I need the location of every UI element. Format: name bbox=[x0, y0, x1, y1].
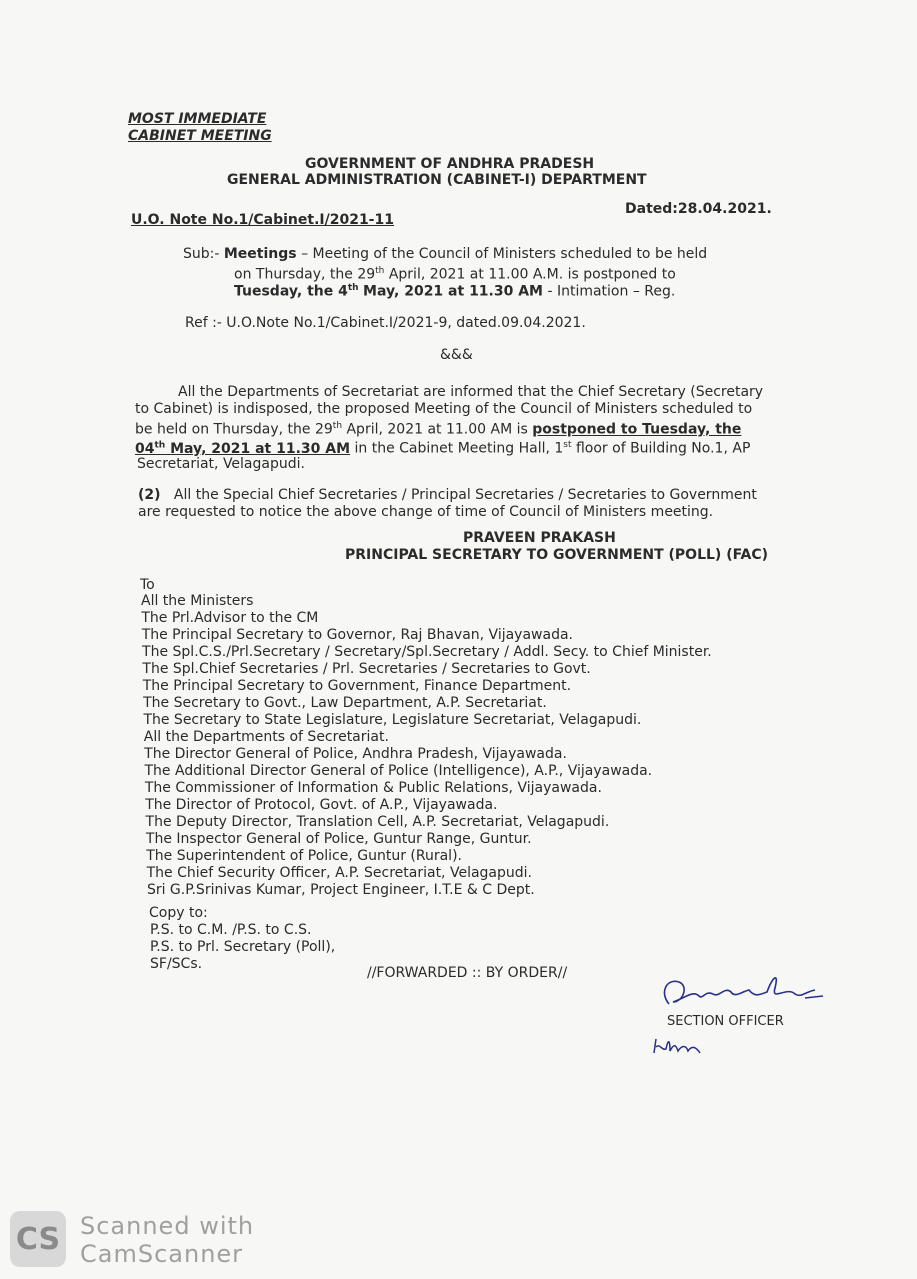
recipient-item: The Principal Secretary to Government, Finance Department. bbox=[142, 678, 572, 694]
copy-to-item: P.S. to C.M. /P.S. to C.S. bbox=[150, 922, 312, 938]
signatory-name: PRAVEEN PRAKASH bbox=[463, 530, 616, 546]
subject-line-1 bbox=[183, 246, 707, 263]
recipient-item: The Spl.C.S./Prl.Secretary / Secretary/Spl.Secretary / Addl. Secy. to Chief Minister. bbox=[142, 644, 712, 660]
superscript: th bbox=[154, 440, 166, 450]
copy-to-item: P.S. to Prl. Secretary (Poll), bbox=[150, 939, 336, 955]
recipient-item: The Director General of Police, Andhra Pradesh, Vijayawada. bbox=[144, 746, 567, 762]
subject-bold-3b: May, 2021 at 11.30 AM bbox=[363, 283, 543, 300]
recipient-item: The Additional Director General of Police (Intelligence), A.P., Vijayawada. bbox=[144, 763, 653, 779]
copy-to-list bbox=[150, 922, 335, 973]
recipient-item: The Superintendent of Police, Guntur (Rural). bbox=[146, 848, 462, 864]
subject-line-3 bbox=[234, 280, 675, 301]
separator: &&& bbox=[440, 347, 473, 363]
new-date-highlight bbox=[135, 441, 350, 457]
para1-bold-4b: May, 2021 at 11.30 AM bbox=[170, 440, 351, 457]
recipient-item: The Director of Protocol, Govt. of A.P., Vijayawada. bbox=[145, 797, 498, 813]
subject-lead: Meetings bbox=[223, 246, 297, 262]
para1-text-4a: in the Cabinet Meeting Hall, 1 bbox=[354, 440, 564, 457]
government-title: GOVERNMENT OF ANDHRA PRADESH bbox=[305, 156, 595, 172]
to-label: To bbox=[140, 577, 155, 593]
dated bbox=[625, 201, 772, 217]
recipient-item: The Deputy Director, Translation Cell, A.P. Secretariat, Velagapudi. bbox=[145, 814, 610, 830]
recipient-item: The Secretary to State Legislature, Legislature Secretariat, Velagapudi. bbox=[143, 712, 642, 728]
officer-signature bbox=[655, 968, 835, 1018]
forwarded-by-order: //FORWARDED :: BY ORDER// bbox=[367, 965, 568, 981]
para1-text-4b: floor of Building No.1, AP bbox=[575, 440, 751, 457]
recipient-item: The Commissioner of Information & Public Relations, Vijayawada. bbox=[144, 780, 602, 796]
initials-scribble bbox=[650, 1035, 710, 1059]
para1-text-3a: be held on Thursday, the 29 bbox=[135, 421, 333, 438]
recipient-item: Sri G.P.Srinivas Kumar, Project Engineer, I.T.E & C Dept. bbox=[146, 882, 535, 898]
subject-text-3: - Intimation – Reg. bbox=[547, 283, 676, 300]
para2-line-1 bbox=[138, 487, 757, 504]
para2-text-1: All the Special Chief Secretaries / Principal Secretaries / Secretaries to Government bbox=[173, 487, 757, 503]
para1-line-3 bbox=[135, 418, 741, 439]
para2-line-2: are requested to notice the above change of time of Council of Ministers meeting. bbox=[138, 504, 714, 520]
department-title: GENERAL ADMINISTRATION (CABINET-I) DEPARTMENT bbox=[227, 172, 647, 188]
uo-note-number: U.O. Note No.1/Cabinet.I/2021-11 bbox=[131, 212, 394, 228]
para1-line-1: All the Departments of Secretariat are informed that the Chief Secretary (Secretary bbox=[178, 384, 764, 400]
subject-text-2a: on Thursday, the 29 bbox=[234, 266, 376, 283]
recipient-item: The Secretary to Govt., Law Department, A.P. Secretariat. bbox=[143, 695, 547, 711]
para1-line-2: to Cabinet) is indisposed, the proposed Meeting of the Council of Ministers scheduled to bbox=[135, 401, 753, 417]
subject-text: – Meeting of the Council of Ministers scheduled to be held bbox=[301, 246, 708, 262]
signatory-title: PRINCIPAL SECRETARY TO GOVERNMENT (POLL) (FAC) bbox=[345, 547, 769, 563]
recipient-item: The Principal Secretary to Governor, Raj Bhavan, Vijayawada. bbox=[141, 627, 573, 643]
superscript: th bbox=[375, 266, 385, 276]
recipient-item: The Spl.Chief Secretaries / Prl. Secretaries / Secretaries to Govt. bbox=[142, 661, 591, 677]
superscript: th bbox=[347, 283, 359, 293]
recipient-list bbox=[141, 593, 712, 899]
para1-text-3b: April, 2021 at 11.00 AM is bbox=[346, 421, 528, 438]
copy-to-label: Copy to: bbox=[149, 905, 208, 921]
copy-to-item: SF/SCs. bbox=[150, 956, 203, 972]
section-officer-label: SECTION OFFICER bbox=[667, 1014, 784, 1029]
superscript: st bbox=[563, 440, 572, 450]
dated-text: Dated:28.04.2021. bbox=[625, 201, 772, 217]
para1-line-5: Secretariat, Velagapudi. bbox=[137, 456, 305, 472]
watermark-line-2: CamScanner bbox=[80, 1240, 244, 1268]
postponed-highlight: postponed to Tuesday, the bbox=[532, 421, 742, 438]
camscanner-logo: CS bbox=[10, 1211, 66, 1267]
recipient-item: All the Departments of Secretariat. bbox=[143, 729, 389, 745]
cabinet-meeting-tag: CABINET MEETING bbox=[128, 128, 272, 144]
recipient-item: The Prl.Advisor to the CM bbox=[141, 610, 319, 626]
para1-line-4 bbox=[135, 437, 750, 458]
recipient-item: All the Ministers bbox=[141, 593, 254, 609]
para1-bold-4a: 04 bbox=[135, 440, 155, 457]
subject-bold-3a: Tuesday, the 4 bbox=[234, 283, 348, 300]
recipient-item: The Chief Security Officer, A.P. Secretariat, Velagapudi. bbox=[146, 865, 532, 881]
superscript: th bbox=[332, 421, 343, 431]
reference: Ref :- U.O.Note No.1/Cabinet.I/2021-9, dated.09.04.2021. bbox=[185, 315, 586, 331]
watermark-line-1: Scanned with bbox=[80, 1212, 255, 1240]
subject-text-2b: April, 2021 at 11.00 A.M. is postponed to bbox=[388, 266, 676, 283]
recipient-item: The Inspector General of Police, Guntur Range, Guntur. bbox=[145, 831, 532, 847]
most-immediate-tag: MOST IMMEDIATE bbox=[128, 111, 267, 127]
para2-number: (2) bbox=[138, 487, 161, 503]
subject-prefix: Sub:- bbox=[183, 246, 220, 262]
